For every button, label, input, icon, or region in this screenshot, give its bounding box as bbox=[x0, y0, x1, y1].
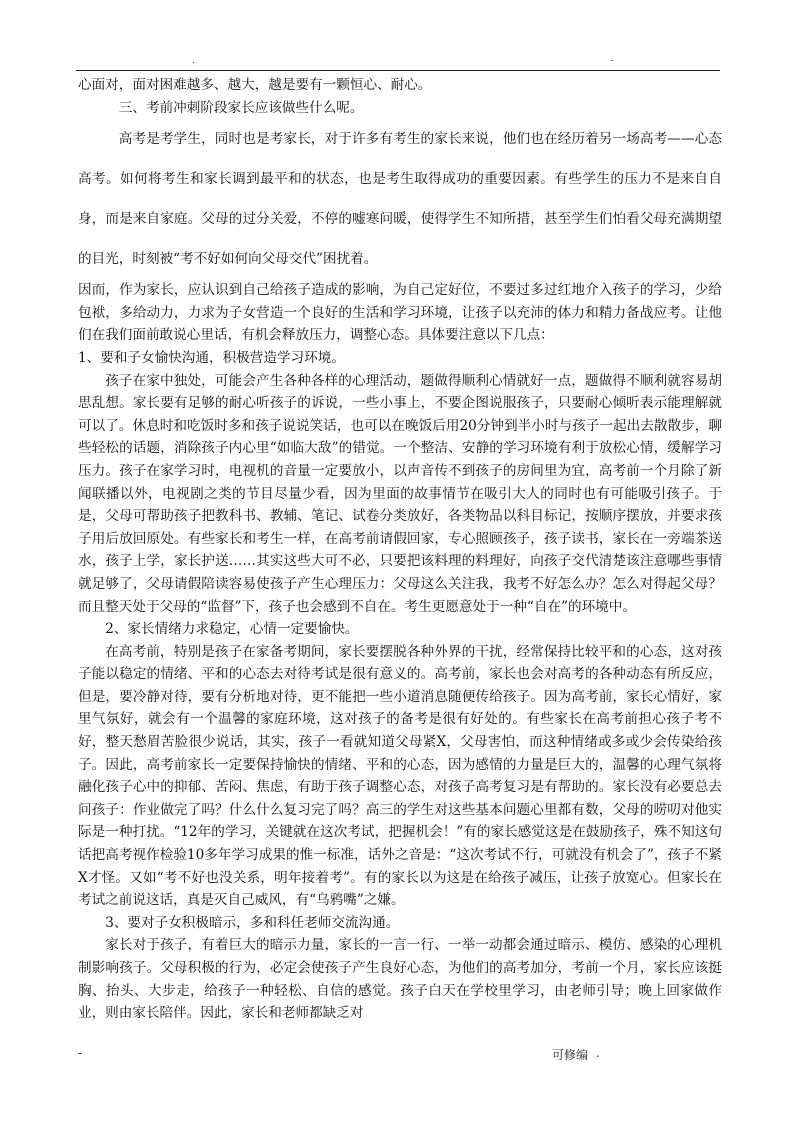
header-rule bbox=[76, 70, 720, 71]
body-paragraph: 高考是考学生，同时也是考家长，对于许多有考生的家长来说，他们也在经历着另一场高考——心态高考。如何将考生和家长调到最平和的状态，也是考生取得成功的重要因素。有些学生的压力不是来自自身，而是来自家庭。父母的过分关爱，不停的嘘寒问暖，使得学生不知所措，甚至学生们怕看父母充满期望的目光，时刻被“考不好如何向父母交代”困扰着。 bbox=[78, 131, 722, 268]
header-mark-left: . bbox=[192, 56, 195, 66]
footer-mark-right: . bbox=[596, 1046, 600, 1060]
footer-mark-left: - bbox=[78, 1046, 83, 1060]
body-paragraph: 因而，作为家长，应认识到自己给孩子造成的影响，为自己定好位，不要过多过红地介入孩子的学习，少给包袱，多给动力，力求为子女营造一个良好的生活和学习环境，让孩子以充沛的体力和精力备战应考。让他们在我们面前敢说心里话，有机会释放压力，调整心态。具体要注意以下几点： bbox=[78, 282, 722, 344]
body-paragraph: 孩子在家中独处，可能会产生各种各样的心理活动，题做得顺利心情就好一点，题做得不顺利就容易胡思乱想。家长要有足够的耐心听孩子的诉说，一些小事上，不要企图说服孩子，只要耐心倾听表示能理解就可以了。休息时和吃饭时多和孩子说说笑话，也可以在晚饭后用20分钟到半小时与孩子一起出去散散步，聊些轻松的话题，消除孩子内心里“如临大敌”的错觉。一个整洁、安静的学习环境有利于放松心情，缓解学习压力。孩子在家学习时，电视机的音量一定要放小，以声音传不到孩子的房间里为宜，高考前一个月除了新闻联播以外，电视剧之类的节目尽量少看，因为里面的故事情节在吸引大人的同时也有可能吸引孩子。于是，父母可帮助孩子把教科书、教辅、笔记、试卷分类放好，各类物品以科目标记，按顺序摆放，并要求孩子用后放回原处。有些家长和考生一样，在高考前请假回家，专心照顾孩子，孩子读书，家长在一旁端茶送水，孩子上学，家长护送……其实这些大可不必，只要把该料理的料理好，向孩子交代清楚该注意哪些事情就足够了，父母请假陪读容易使孩子产生心理压力：父母这么关注我，我考不好怎么办？怎么对得起父母？而且整天处于父母的“监督”下，孩子也会感到不自在。考生更愿意处于一种“自在”的环境中。 bbox=[78, 372, 722, 615]
subheading: 1、要和子女愉快沟通，积极营造学习环境。 bbox=[78, 349, 345, 366]
body-paragraph: 在高考前，特别是孩子在家备考期间，家长要摆脱各种外界的干扰，经常保持比较平和的心态，这对孩子能以稳定的情绪、平和的心态去对待考试是很有意义的。高考前，家长也会对高考的各种动态有所反应，但是，要冷静对待，要有分析地对待，更不能把一些小道消息随便传给孩子。因为高考前，家长心情好，家里气氛好，就会有一个温馨的家庭环境，这对孩子的备考是很有好处的。有些家长在高考前担心孩子考不好，整天愁眉苦脸很少说话，其实，孩子一看就知道父母紧X，父母害怕，而这种情绪或多或少会传染给孩子。因此，高考前家长一定要保持愉快的情绪、平和的心态，因为感情的力量是巨大的，温馨的心理气氛将融化孩子心中的抑郁、苦闷、焦虑，有助于孩子调整心态，对孩子高考复习是有帮助的。家长没有必要总去问孩子：作业做完了吗？什么什么复习完了吗？高三的学生对这些基本问题心里都有数，父母的唠叨对他实际是一种打扰。“12年的学习，关键就在这次考试，把握机会！”有的家长感觉这是在鼓励孩子，殊不知这句话把高考视作检验10多年学习成果的惟一标准，话外之音是：“这次考试不行，可就没有机会了”，孩子不紧X才怪。又如“考不好也没关系，明年接着考”。有的家长以为这是在给孩子减压，让孩子放宽心。但家长在考试之前说这话，真是灭自己威风，有“乌鸦嘴”之嫌。 bbox=[78, 643, 722, 909]
document-body bbox=[78, 74, 722, 1025]
footer-label: 可修编 bbox=[552, 1048, 589, 1062]
paragraph-continuation: 心面对，面对困难越多、越大，越是要有一颗恒心、耐心。 bbox=[78, 77, 432, 93]
section-heading: 三、考前冲刺阶段家长应该做些什么呢。 bbox=[118, 99, 364, 116]
header-mark-right: - bbox=[610, 56, 614, 66]
subheading: 3、要对子女积极暗示，多和科任老师交流沟通。 bbox=[105, 914, 400, 931]
body-paragraph: 家长对于孩子，有着巨大的暗示力量，家长的一言一行、一举一动都会通过暗示、模仿、感染的心理机制影响孩子。父母积极的行为，必定会使孩子产生良好心态，为他们的高考加分，考前一个月，家长应该挺胸、抬头、大步走，给孩子一种轻松、自信的感觉。孩子白天在学校里学习，由老师引导；晚上回家做作业，则由家长陪伴。因此，家长和老师都缺乏对 bbox=[78, 937, 722, 1022]
subheading: 2、家长情绪力求稳定，心情一定要愉快。 bbox=[105, 621, 359, 638]
